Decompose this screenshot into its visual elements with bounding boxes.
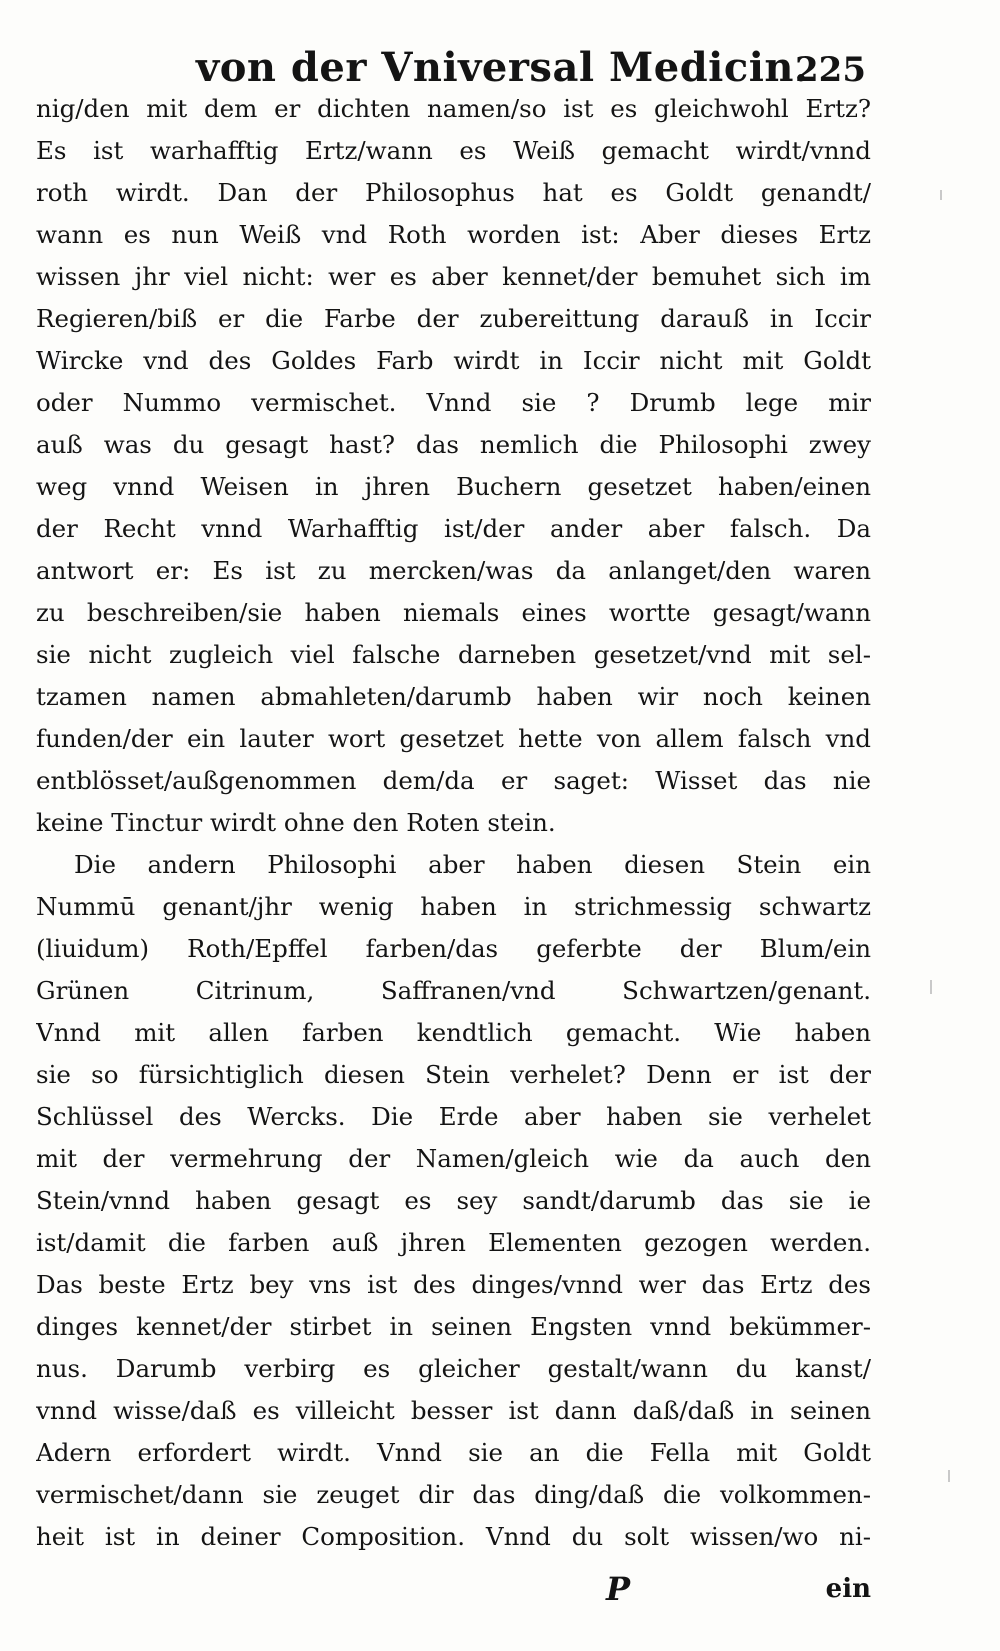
text-line: sie so fürsichtiglich diesen Stein verhelet? Denn er ist der: [36, 1060, 871, 1089]
text-line-paragraph-end: keine Tinctur wirdt ohne den Roten stein.: [36, 808, 556, 837]
text-line: Wircke vnd des Goldes Farb wirdt in Iccir nicht mit Goldt: [36, 346, 871, 375]
text-line: vnnd wisse/daß es villeicht besser ist dann daß/daß in seinen: [36, 1396, 871, 1425]
signature-mark: P: [606, 1570, 631, 1608]
running-title: von der Vniversal Medicin.: [196, 44, 809, 91]
margin-speck: [940, 190, 942, 200]
text-line: oder Nummo vermischet. Vnnd sie ? Drumb lege mir: [36, 388, 871, 417]
margin-speck: [930, 980, 932, 994]
text-line: Grünen Citrinum, Saffranen/vnd Schwartzen/genant.: [36, 976, 871, 1005]
text-line: roth wirdt. Dan der Philosophus hat es Goldt genandt/: [36, 178, 871, 207]
text-line: Adern erfordert wirdt. Vnnd sie an die Fella mit Goldt: [36, 1438, 871, 1467]
text-line: Das beste Ertz bey vns ist des dinges/vnnd wer das Ertz des: [36, 1270, 871, 1299]
text-line: antwort er: Es ist zu mercken/was da anlanget/den waren: [36, 556, 871, 585]
text-line: wann es nun Weiß vnd Roth worden ist: Aber dieses Ertz: [36, 220, 871, 249]
text-line: entblösset/außgenommen dem/da er saget: Wisset das nie: [36, 766, 871, 795]
text-line: Schlüssel des Wercks. Die Erde aber haben sie verhelet: [36, 1102, 871, 1131]
text-line-paragraph-start: Die andern Philosophi aber haben diesen Stein ein: [74, 850, 871, 879]
text-line: Vnnd mit allen farben kendtlich gemacht. Wie haben: [36, 1018, 871, 1047]
text-line: nus. Darumb verbirg es gleicher gestalt/wann du kanst/: [36, 1354, 871, 1383]
page-number: 225: [795, 50, 866, 90]
text-line: nig/den mit dem er dichten namen/so ist es gleichwohl Ertz?: [36, 94, 871, 123]
catchword: ein: [825, 1574, 871, 1604]
text-line: auß was du gesagt hast? das nemlich die Philosophi zwey: [36, 430, 871, 459]
text-line: sie nicht zugleich viel falsche darneben gesetzet/vnd mit sel-: [36, 640, 871, 669]
text-line: weg vnnd Weisen in jhren Buchern gesetzet haben/einen: [36, 472, 871, 501]
margin-speck: [948, 1470, 950, 1482]
text-line: heit ist in deiner Composition. Vnnd du solt wissen/wo ni-: [36, 1522, 871, 1551]
text-line: Es ist warhafftig Ertz/wann es Weiß gemacht wirdt/vnnd: [36, 136, 871, 165]
text-line: funden/der ein lauter wort gesetzet hette von allem falsch vnd: [36, 724, 871, 753]
body-text: [36, 88, 871, 1558]
text-line: mit der vermehrung der Namen/gleich wie da auch den: [36, 1144, 871, 1173]
text-line: ist/damit die farben auß jhren Elementen gezogen werden.: [36, 1228, 871, 1257]
running-head: [36, 44, 866, 92]
text-line: tzamen namen abmahleten/darumb haben wir noch keinen: [36, 682, 871, 711]
text-line: Regieren/biß er die Farbe der zubereittung darauß in Iccir: [36, 304, 871, 333]
text-line: der Recht vnnd Warhafftig ist/der ander aber falsch. Da: [36, 514, 871, 543]
page-footer: [36, 1570, 871, 1614]
text-line: dinges kennet/der stirbet in seinen Engsten vnnd bekümmer-: [36, 1312, 871, 1341]
text-line: Stein/vnnd haben gesagt es sey sandt/darumb das sie ie: [36, 1186, 871, 1215]
text-line: zu beschreiben/sie haben niemals eines wortte gesagt/wann: [36, 598, 871, 627]
text-line: vermischet/dann sie zeuget dir das ding/daß die volkommen-: [36, 1480, 871, 1509]
text-line: wissen jhr viel nicht: wer es aber kennet/der bemuhet sich im: [36, 262, 871, 291]
text-line: (liuidum) Roth/Epffel farben/das geferbte der Blum/ein: [36, 934, 871, 963]
text-line: Nummū genant/jhr wenig haben in strichmessig schwartz: [36, 892, 871, 921]
